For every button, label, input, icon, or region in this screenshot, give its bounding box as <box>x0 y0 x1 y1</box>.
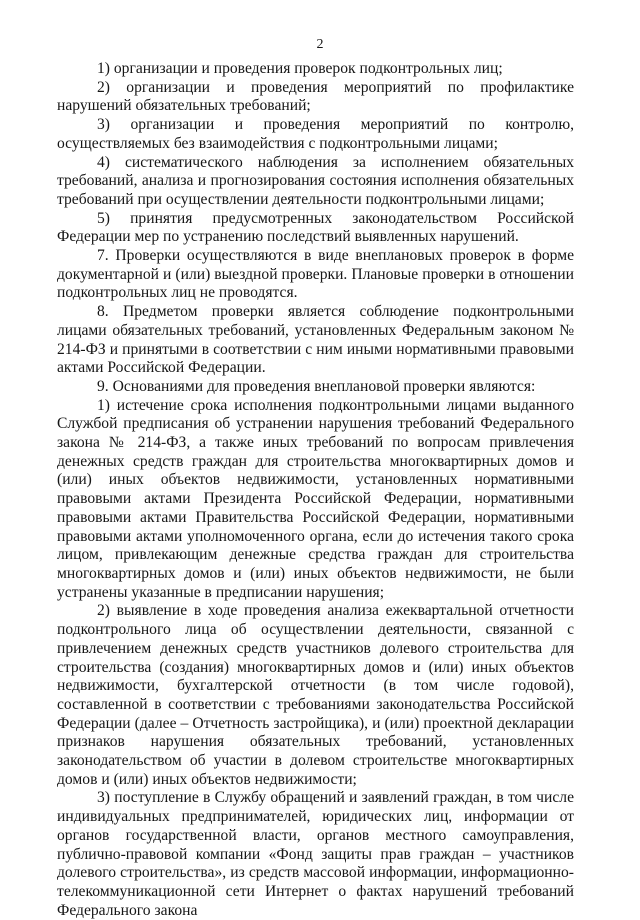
list-item: 3) поступление в Службу обращений и заявлений граждан, в том числе индивидуальных предпринимателей, юридических лиц, информации от органов государственной власти, органов местного самоуправления, публично-правовой компании «Фонд защиты прав граждан – участников долевого строительства», из средств массовой информации, информационно-телекоммуникационной сети Интернет о фактах нарушений требований Федерального закона <box>57 789 574 919</box>
list-item: 3) организации и проведения мероприятий по контролю, осуществляемых без взаимодействия с подконтрольными лицами; <box>57 116 574 152</box>
page-number: 2 <box>316 37 324 52</box>
list-item: 5) принятия предусмотренных законодательством Российской Федерации мер по устранению последствий выявленных нарушений. <box>57 209 574 246</box>
clause-paragraph: 8. Предметом проверки является соблюдение подконтрольными лицами обязательных требований, установленных Федеральным законом № 214-ФЗ и принятыми в соответствии с ним иными нормативными правовыми актами Российской Федерации. <box>57 303 574 377</box>
document-body <box>57 60 574 920</box>
list-item: 2) организации и проведения мероприятий по профилактике нарушений обязательных требований; <box>57 78 574 115</box>
clause-paragraph: 7. Проверки осуществляются в виде внеплановых проверок в форме документарной и (или) выездной проверки. Плановые проверки в отношении подконтрольных лиц не проводятся. <box>57 247 574 302</box>
list-item: 1) организации и проведения проверок подконтрольных лиц; <box>97 60 503 77</box>
list-item: 4) систематического наблюдения за исполнением обязательных требований, анализа и прогнозирования состояния исполнения обязательных требований при осуществлении деятельности подконтрольными лицами; <box>57 153 574 208</box>
list-item: 2) выявление в ходе проведения анализа ежеквартальной отчетности подконтрольного лица об осуществлении деятельности, связанной с привлечением денежных средств участников долевого строительства для строительства (создания) многоквартирных домов и (или) иных объектов недвижимости, бухгалтерской отчетности (в том числе годовой), составленной в соответствии с требованиями законодательства Российской Федерации (далее – Отчетность застройщика), и (или) проектной декларации признаков нарушения обязательных требований, установленных законодательством об участии в долевом строительстве многоквартирных домов и (или) иных объектов недвижимости; <box>57 602 574 788</box>
list-item: 1) истечение срока исполнения подконтрольными лицами выданного Службой предписания об устранении нарушения требований Федерального закона № 214-ФЗ, а также иных требований по вопросам привлечения денежных средств граждан для строительства многоквартирных домов и (или) иных объектов недвижимости, установленных нормативными правовыми актами Президента Российской Федерации, нормативными правовыми актами Правительства Российской Федерации, нормативными правовыми актами уполномоченного органа, если до истечения такого срока лицом, привлекающим денежные средства граждан для строительства многоквартирных домов и (или) иных объектов недвижимости, не были устранены указанные в предписании нарушения; <box>57 396 574 601</box>
clause-heading: 9. Основаниями для проведения внеплановой проверки являются: <box>97 377 536 395</box>
